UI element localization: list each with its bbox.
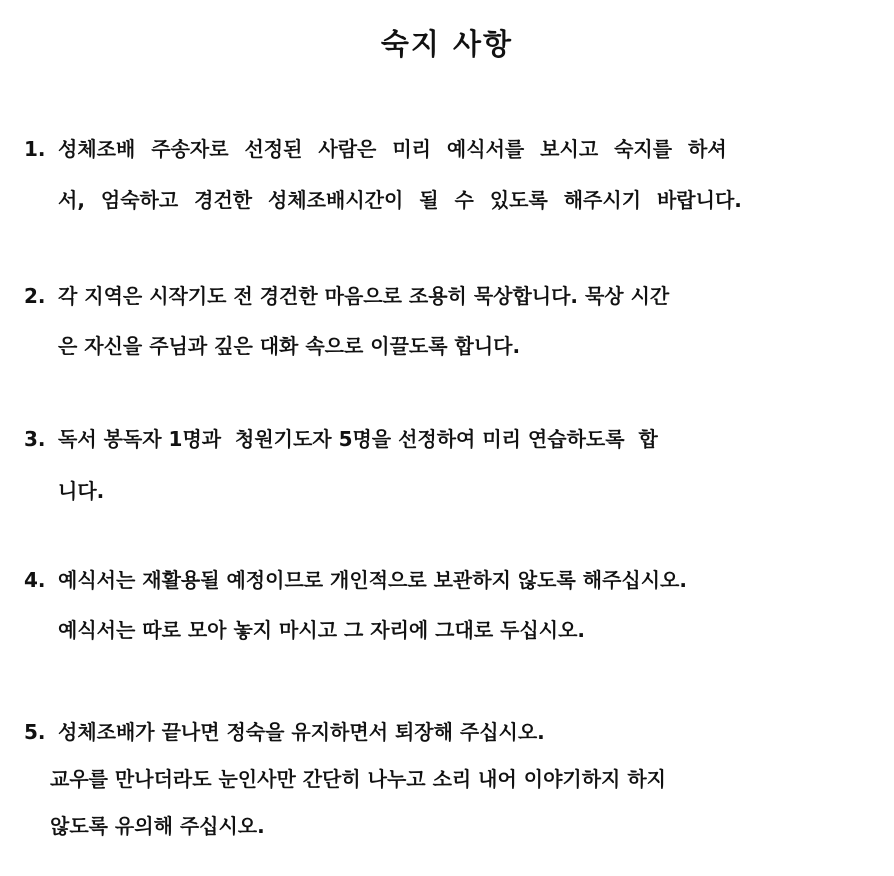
notice-item-3-text-1: 독서 봉독자 1명과 청원기도자 5명을 선정하여 미리 연습하도록 합: [58, 427, 658, 451]
notice-item-5-number: 5.: [24, 720, 46, 744]
notice-item-2-line-1: [24, 283, 884, 309]
notice-item-3-line-1: [24, 426, 884, 452]
document-title: 숙지 사항: [380, 27, 514, 61]
notice-item-2-text-2: 은 자신을 주님과 깊은 대화 속으로 이끌도록 합니다.: [58, 334, 521, 358]
notice-item-4-number: 4.: [24, 568, 46, 592]
notice-item-2-number: 2.: [24, 284, 46, 308]
notice-item-5-text-1: 성체조배가 끝나면 정숙을 유지하면서 퇴장해 주십시오.: [58, 720, 545, 744]
notice-item-5-line-1: [24, 719, 884, 745]
notice-item-4-text-2: 예식서는 따로 모아 놓지 마시고 그 자리에 그대로 두십시오.: [58, 618, 585, 642]
notice-item-3: [24, 426, 884, 504]
notice-item-5: [24, 719, 884, 839]
notice-item-4-text-1: 예식서는 재활용될 예정이므로 개인적으로 보관하지 않도록 해주십시오.: [58, 568, 687, 592]
notice-item-3-text-2: 니다.: [58, 479, 105, 503]
notice-item-1-text-2: 서, 엄숙하고 경건한 성체조배시간이 될 수 있도록 해주시기 바랍니다.: [58, 188, 742, 212]
notice-item-1-number: 1.: [24, 137, 46, 161]
notice-item-3-number: 3.: [24, 427, 46, 451]
notice-item-5-text-3: 않도록 유의해 주십시오.: [50, 814, 265, 838]
notice-item-1-line-1: [24, 136, 884, 162]
notice-item-5-text-2: 교우를 만나더라도 눈인사만 간단히 나누고 소리 내어 이야기하지 하지: [50, 767, 666, 791]
notice-item-1: [24, 136, 884, 213]
notice-item-2-text-1: 각 지역은 시작기도 전 경건한 마음으로 조용히 묵상합니다. 묵상 시간: [58, 284, 670, 308]
notice-item-2: [24, 283, 884, 359]
notice-item-1-text-1: 성체조배 주송자로 선정된 사람은 미리 예식서를 보시고 숙지를 하셔: [58, 137, 727, 161]
notice-item-4: [24, 567, 884, 643]
notice-item-4-line-1: [24, 567, 884, 593]
